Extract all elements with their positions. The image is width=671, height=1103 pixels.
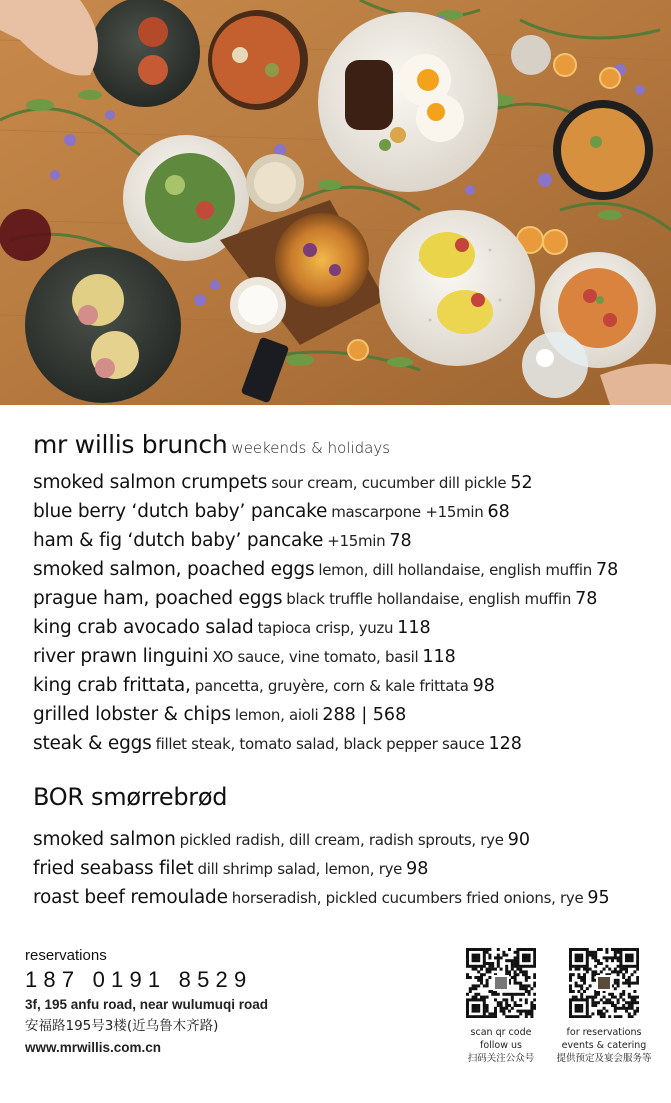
menu-item bbox=[33, 854, 665, 883]
menu-item bbox=[33, 497, 665, 526]
menu-item-name: smoked salmon bbox=[33, 829, 176, 850]
menu-item-name: prague ham, poached eggs bbox=[33, 588, 283, 609]
qr-code-pattern bbox=[569, 948, 639, 1018]
menu-items bbox=[33, 825, 665, 912]
hero-photo bbox=[0, 0, 671, 405]
smorrebrod-section bbox=[33, 785, 665, 912]
menu-item-name: king crab avocado salad bbox=[33, 617, 254, 638]
menu-item bbox=[33, 613, 665, 642]
brunch-section bbox=[33, 432, 665, 758]
menu-item-name: river prawn linguini bbox=[33, 646, 209, 667]
menu-item-price: 95 bbox=[587, 888, 610, 908]
menu-item bbox=[33, 526, 665, 555]
address-en: 3f, 195 anfu road, near wulumuqi road bbox=[25, 997, 269, 1012]
menu-item-price: 68 bbox=[487, 502, 510, 522]
section-title: BOR smørrebrød bbox=[33, 783, 228, 811]
section-header bbox=[33, 785, 665, 825]
qr-caption-line: 扫码关注公众号 bbox=[467, 1053, 535, 1064]
menu-item-description: lemon, dill hollandaise, english muffin bbox=[318, 561, 592, 579]
menu-item-name: steak & eggs bbox=[33, 733, 152, 754]
contact-info bbox=[25, 947, 268, 1059]
menu-item-name: smoked salmon crumpets bbox=[33, 472, 268, 493]
menu-item-name: grilled lobster & chips bbox=[33, 704, 231, 725]
menu-item-name: roast beef remoulade bbox=[33, 887, 228, 908]
brunch-table-photo bbox=[0, 0, 671, 405]
menu-item-price: 118 bbox=[397, 618, 431, 638]
qr-code-pattern bbox=[466, 948, 536, 1018]
menu-item-name: smoked salmon, poached eggs bbox=[33, 559, 315, 580]
menu-item-price: 90 bbox=[507, 830, 530, 850]
menu-item-price: 98 bbox=[472, 676, 495, 696]
menu-item bbox=[33, 555, 665, 584]
menu-item-name: ham & fig ‘dutch baby’ pancake bbox=[33, 530, 324, 551]
menu-item-description: horseradish, pickled cucumbers fried onions, rye bbox=[231, 889, 584, 907]
menu-item bbox=[33, 700, 665, 729]
menu-item-description: fillet steak, tomato salad, black pepper sauce bbox=[155, 735, 485, 753]
menu-item-price: 288 | 568 bbox=[322, 705, 407, 725]
section-title: mr willis brunch bbox=[33, 430, 228, 459]
menu-item-description: mascarpone +15min bbox=[331, 503, 484, 521]
menu-item-price: 98 bbox=[406, 859, 429, 879]
qr-code-icon[interactable] bbox=[466, 948, 536, 1018]
reservations-label: reservations bbox=[25, 947, 107, 964]
menu-item-price: 78 bbox=[575, 589, 598, 609]
qr-code-icon[interactable] bbox=[569, 948, 639, 1018]
menu-item-price: 118 bbox=[422, 647, 456, 667]
menu bbox=[33, 432, 665, 912]
website-link[interactable]: www.mrwillis.com.cn bbox=[25, 1040, 162, 1055]
menu-item bbox=[33, 883, 665, 912]
menu-item-name: fried seabass filet bbox=[33, 858, 194, 879]
phone-number[interactable]: 187 0191 8529 bbox=[25, 967, 253, 992]
menu-item-description: +15min bbox=[327, 532, 386, 550]
section-header bbox=[33, 432, 665, 468]
menu-item-description: pickled radish, dill cream, radish sprouts, rye bbox=[179, 831, 504, 849]
qr-caption-line: 提供预定及宴会服务等 bbox=[556, 1053, 652, 1064]
menu-item-description: XO sauce, vine tomato, basil bbox=[212, 648, 419, 666]
menu-item-price: 128 bbox=[488, 734, 522, 754]
menu-item bbox=[33, 584, 665, 613]
menu-items bbox=[33, 468, 665, 758]
menu-item-price: 78 bbox=[389, 531, 412, 551]
menu-item bbox=[33, 671, 665, 700]
qr-caption-reservations bbox=[539, 1026, 669, 1065]
menu-item bbox=[33, 468, 665, 497]
menu-item-description: sour cream, cucumber dill pickle bbox=[271, 474, 507, 492]
menu-item bbox=[33, 825, 665, 854]
menu-item bbox=[33, 729, 665, 758]
qr-caption-line: events & catering bbox=[561, 1040, 647, 1051]
address-cn: 安福路195号3楼(近乌鲁木齐路) bbox=[25, 1018, 219, 1034]
menu-item-name: blue berry ‘dutch baby’ pancake bbox=[33, 501, 328, 522]
menu-item-description: black truffle hollandaise, english muffin bbox=[286, 590, 572, 608]
footer bbox=[0, 935, 671, 1103]
menu-item-name: king crab frittata, bbox=[33, 675, 191, 696]
menu-item bbox=[33, 642, 665, 671]
menu-item-description: lemon, aioli bbox=[234, 706, 319, 724]
qr-caption-line: scan qr code bbox=[470, 1027, 532, 1038]
menu-item-description: pancetta, gruyère, corn & kale frittata bbox=[194, 677, 469, 695]
menu-item-price: 78 bbox=[595, 560, 619, 580]
menu-item-price: 52 bbox=[510, 473, 533, 493]
section-subtitle: weekends & holidays bbox=[231, 439, 391, 457]
qr-caption-line: for reservations bbox=[566, 1027, 642, 1038]
menu-item-description: dill shrimp salad, lemon, rye bbox=[197, 860, 403, 878]
qr-caption-line: follow us bbox=[479, 1040, 522, 1051]
menu-item-description: tapioca crisp, yuzu bbox=[257, 619, 394, 637]
